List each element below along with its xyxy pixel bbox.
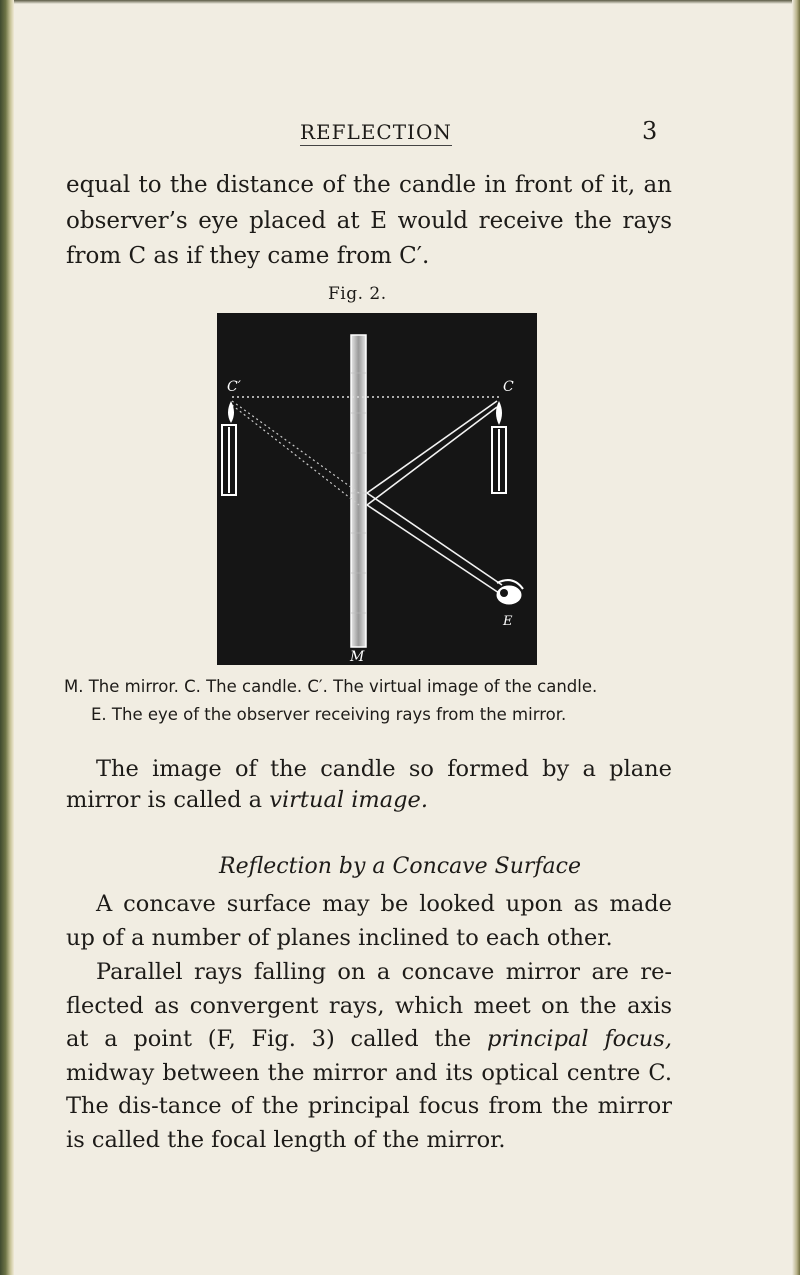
paragraph-4-emphasis: principal focus, [486,1026,672,1052]
paragraph-4-part-1: Parallel rays falling on a concave mirror are re-flected as convergent rays, which meet on the axis at a point (F, Fig. 3) called the [66,959,672,1052]
figure-2-plane-mirror [217,313,537,665]
mirror-m [351,335,366,647]
paragraph-2-text: The image of the candle so formed by a plane mirror is called a [66,756,672,813]
paragraph-1: equal to the distance of the candle in front of it, an observer’s eye placed at E would receive the rays from C as if they came from C′. [66,172,672,269]
figure-background [217,313,537,665]
page-top-edge [0,0,800,4]
label-c: C [503,379,514,395]
page-right-edge [792,0,800,1275]
section-heading: Reflection by a Concave Surface [219,854,581,879]
figure-drawing [217,313,537,665]
label-e: E [503,614,513,629]
paragraph-2-emphasis: virtual image. [269,787,429,813]
running-head: REFLECTION [300,120,452,144]
paragraph-2 [66,754,672,816]
label-c-prime: C′ [227,379,241,395]
paragraph-3: A concave surface may be looked upon as made up of a number of planes inclined to each other. [66,891,672,951]
label-m: M [350,649,365,665]
paragraph-4 [66,956,672,1157]
figure-caption-line-1: M. The mirror. C. The candle. C′. The virtual image of the candle. [64,677,598,696]
paragraph-4-part-2: midway between the mirror and its optical centre C. The dis-tance of the principal focus from the mirror is called the focal length of the mirror. [66,1059,672,1153]
page-number: 3 [642,117,658,145]
figure-caption-line-2: E. The eye of the observer receiving rays from the mirror. [91,705,567,724]
figure-label: Fig. 2. [328,284,387,304]
book-spine-edge [0,0,14,1275]
